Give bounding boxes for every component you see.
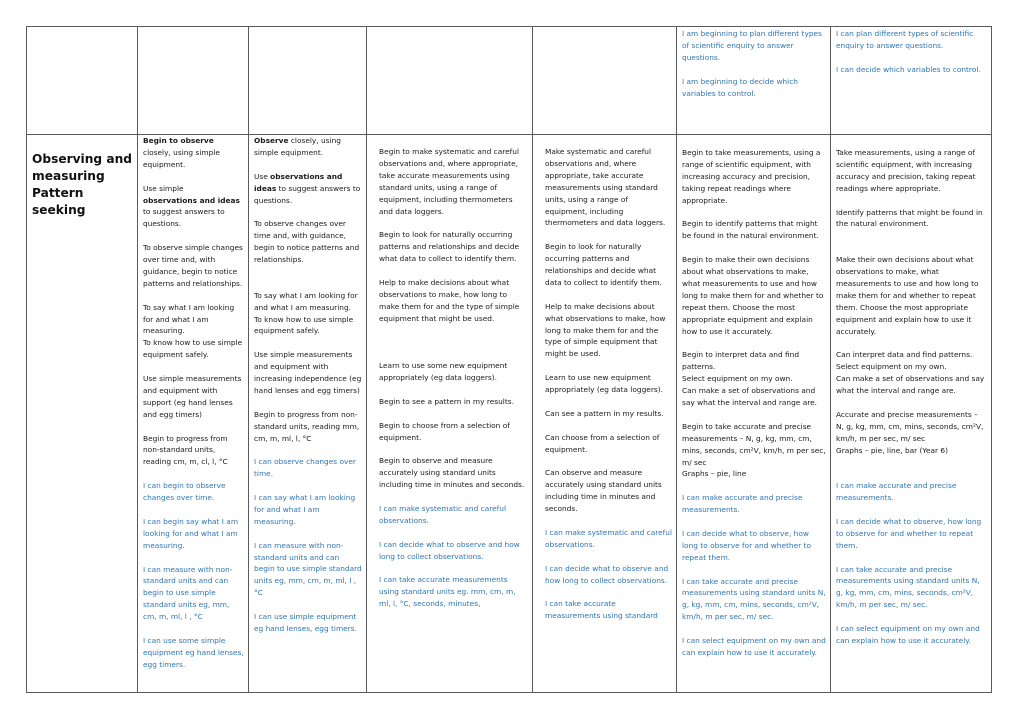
statement: Use simple: [143, 183, 184, 193]
statement: Can observe and measure accurately using standard units including time in minutes and seconds.: [545, 468, 662, 514]
statement: to suggest answers to questions.: [143, 207, 225, 229]
statement: I am beginning to plan different types of scientific enquiry to answer questions.: [682, 29, 822, 62]
statement: Take measurements, using a range of scientific equipment, with increasing accuracy and precision, taking repeat readings where appropriate.: [836, 148, 976, 193]
statement: To know how to use simple equipment safely.: [143, 338, 243, 360]
statement: Make their own decisions about what observations to make, what measurements to use and how long to make them for and whether to repeat them. Choose the most appropriate equipment and explain how to use it accurately.: [836, 255, 979, 336]
statement: I am beginning to decide which variables to control.: [682, 76, 798, 98]
statement: Begin to look for naturally occurring patterns and relationships and decide what data to collect to identify them.: [379, 230, 520, 264]
statement: Learn to use new equipment appropriately (eg data loggers).: [545, 373, 663, 395]
i-can-statement: I can begin say what I am looking for and what I am measuring.: [143, 516, 239, 550]
i-can-statement: I can decide what to observe, how long to observe for and whether to repeat them.: [682, 528, 811, 562]
statement: To observe changes over time and, with guidance, begin to notice patterns and relationships.: [254, 219, 360, 265]
statement: Begin to take accurate and precise measurements – N, g, kg, mm, cm, mins, seconds, cm²V, km/h, m per sec, m/ sec: [682, 421, 826, 467]
i-can-statement: I can use some simple equipment eg hand lenses, egg timers.: [143, 635, 244, 669]
i-can-statement: I can say what I am looking for and what I am measuring.: [254, 493, 356, 526]
statement: Make systematic and careful observations and, where appropriate, take accurate measurements using standard units, using a range of equipment, including thermometers and data loggers.: [545, 147, 666, 228]
statement: Begin to make their own decisions about what observations to make, what measurements to use and how long to make them for and whether to repeat them. Choose the most appropriate equipment and explain how to use it accurately.: [682, 255, 824, 336]
top-row-col6-cell: [677, 27, 830, 134]
statement: Identify patterns that might be found in the natural environment.: [836, 207, 983, 229]
statement: Help to make decisions about what observations to make, how long to make them for and the type of simple equipment that might be used.: [379, 277, 520, 323]
year5-cell: [677, 147, 830, 693]
statement: Begin to look for naturally occurring patterns and relationships and decide what data to collect to identify them.: [545, 242, 662, 287]
statement: Learn to use some new equipment appropriately (eg data loggers).: [379, 361, 508, 383]
statement: Begin to identify patterns that might be found in the natural environment.: [682, 219, 819, 241]
year6-cell: [831, 147, 991, 693]
year2-cell: [249, 135, 366, 693]
statement: closely, using simple equipment.: [254, 136, 341, 157]
i-can-statement: I can take accurate and precise measurements using standard units N, g, kg, mm, cm, mins, seconds, cm²V, km/h, m per sec, m/ sec.: [836, 564, 980, 610]
statement: to suggest answers to questions.: [254, 183, 361, 205]
year4-cell: [533, 146, 676, 693]
statement: Can interpret data and find patterns.: [836, 350, 973, 360]
emphasis: observations and ideas: [254, 171, 343, 193]
statement: Help to make decisions about what observations to make, how long to make them for and the type of simple equipment that might be used.: [545, 301, 666, 359]
statement: To observe simple changes over time and, with guidance, begin to notice patterns and relationships.: [143, 243, 243, 288]
i-can-statement: I can begin to observe changes over time.: [143, 481, 226, 503]
statement: To know how to use simple equipment safely.: [254, 314, 354, 336]
statement: Graphs – pie, line, bar (Year 6): [836, 445, 949, 455]
statement: Begin to progress from non-standard units, reading mm, cm, m, ml, l, °C: [254, 409, 360, 443]
statement: Can see a pattern in my results.: [545, 408, 664, 418]
statement: Accurate and precise measurements – N, g, kg, mm, cm, mins, seconds, cm²V, km/h, m per sec, m/ sec: [836, 409, 984, 443]
statement: I can plan different types of scientific enquiry to answer questions.: [836, 29, 974, 50]
statement: Begin to choose from a selection of equipment.: [379, 420, 510, 442]
heading-line: measuring: [32, 169, 105, 183]
i-can-statement: I can take accurate measurements using standard units eg. mm, cm, m, ml, l, °C, seconds, minutes,: [379, 575, 516, 609]
i-can-statement: I can make accurate and precise measurements.: [682, 493, 803, 515]
i-can-statement: I can select equipment on my own and can explain how to use it accurately.: [836, 624, 980, 645]
year1-cell: [138, 135, 248, 693]
heading-line: Pattern seeking: [32, 186, 86, 217]
statement: Begin to observe and measure accurately using standard units including time in minutes and seconds.: [379, 456, 525, 490]
emphasis: Begin to observe: [143, 136, 214, 145]
i-can-statement: I can take accurate and precise measurements using standard units N, g, kg, mm, cm, mins, seconds, cm²V, km/h, m per sec, m/ sec.: [682, 576, 826, 622]
statement: To say what I am looking for and what I am measuring.: [143, 302, 235, 336]
statement: Can make a set of observations and say what the interval and range are.: [682, 386, 818, 407]
statement: Can make a set of observations and say what the interval and range are.: [836, 374, 985, 396]
statement: Begin to take measurements, using a range of scientific equipment, with increasing accuracy and precision, taking repeat readings where appropriate.: [682, 148, 821, 205]
year3-cell: [367, 146, 532, 693]
i-can-statement: I can make systematic and careful observations.: [379, 504, 507, 525]
statement: I can decide which variables to control.: [836, 64, 981, 74]
i-can-statement: I can decide what to observe and how long to collect observations.: [545, 563, 669, 585]
i-can-statement: I can decide what to observe, how long to observe for and whether to repeat them.: [836, 516, 982, 550]
statement: Begin to interpret data and find patterns.: [682, 350, 800, 372]
statement: Begin to make systematic and careful observations and, where appropriate, take accurate measurements using standard units, using a range of equipment, including thermometers and data loggers.: [379, 147, 520, 216]
emphasis: Observe: [254, 136, 289, 145]
heading-line: Observing and: [32, 152, 133, 166]
statement: Select equipment on my own.: [682, 374, 793, 384]
statement: Use: [254, 171, 268, 181]
curriculum-table: [26, 26, 992, 693]
statement: Begin to see a pattern in my results.: [379, 396, 514, 406]
statement: Can choose from a selection of equipment.: [545, 432, 660, 454]
row-heading: [27, 151, 137, 219]
statement: Graphs – pie, line: [682, 469, 747, 479]
i-can-statement: I can make accurate and precise measurements.: [836, 481, 957, 503]
statement: closely, using simple equipment.: [143, 147, 220, 169]
statement: Select equipment on my own.: [836, 362, 947, 372]
i-can-statement: I can use simple equipment eg hand lenses, egg timers.: [254, 612, 357, 633]
i-can-statement: I can take accurate measurements using standard: [545, 599, 658, 621]
i-can-statement: I can select equipment on my own and can explain how to use it accurately.: [682, 636, 826, 657]
statement: To say what I am looking for and what I am measuring.: [254, 290, 358, 312]
emphasis: observations and ideas: [143, 195, 240, 205]
statement: Use simple measurements and equipment with support (eg hand lenses and egg timers): [143, 374, 242, 419]
i-can-statement: I can measure with non-standard units and can begin to use simple standard units eg, mm, cm, m, ml, l , °C: [254, 540, 362, 598]
statement: Begin to progress from non-standard units, reading cm, m, cl, l, °C: [143, 433, 228, 467]
i-can-statement: I can make systematic and careful observations.: [545, 527, 673, 549]
statement: Use simple measurements and equipment with increasing independence (eg hand lenses and egg timers): [254, 350, 362, 395]
i-can-statement: I can observe changes over time.: [254, 457, 356, 479]
i-can-statement: I can decide what to observe and how long to collect observations.: [379, 539, 520, 561]
i-can-statement: I can measure with non-standard units and can begin to use simple standard units eg, mm, cm, m, ml, l , °C: [143, 564, 233, 622]
top-row-col7-cell: [831, 27, 991, 134]
